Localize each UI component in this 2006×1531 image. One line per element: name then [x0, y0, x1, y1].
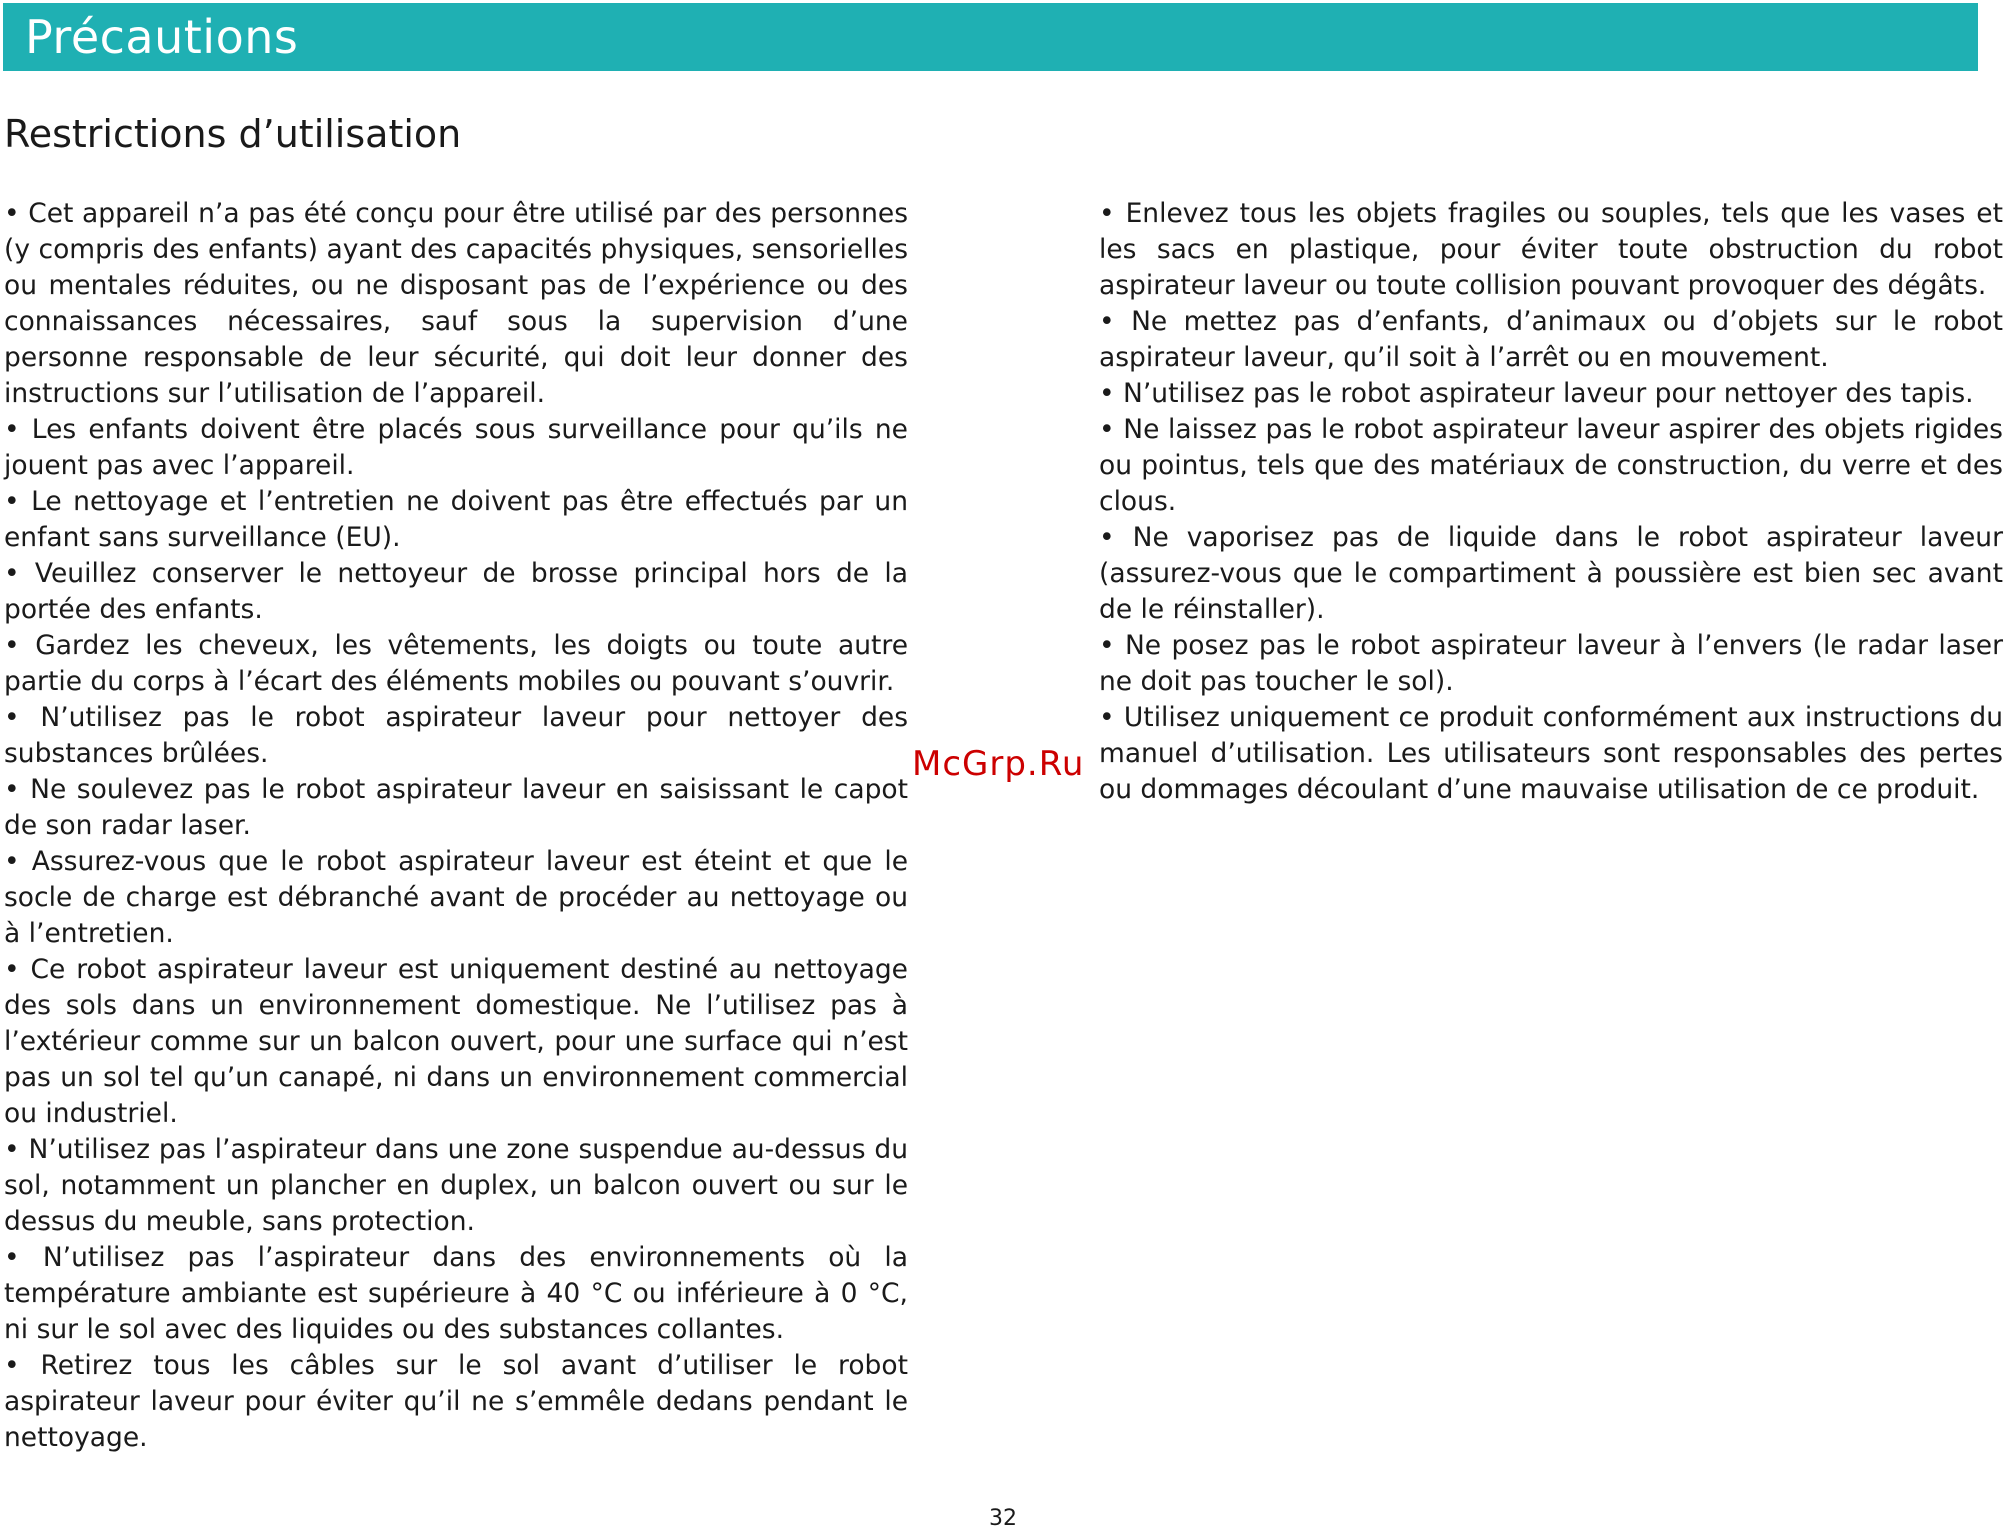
bullet-item: • N’utilisez pas le robot aspirateur laveur pour nettoyer des tapis.: [1099, 378, 1974, 409]
bullet-item: • Utilisez uniquement ce produit conformément aux instructions du manuel d’utilisation. Les utilisateurs sont responsables des pertes ou dommages découlant d’une mauvaise utilisation de ce produit.: [1099, 702, 2003, 805]
bullet-item: • Gardez les cheveux, les vêtements, les doigts ou toute autre partie du corps à l’écart des éléments mobiles ou pouvant s’ouvrir.: [4, 630, 908, 697]
bullet-item: • N’utilisez pas l’aspirateur dans une zone suspendue au-dessus du sol, notamment un plancher en duplex, un balcon ouvert ou sur le dessus du meuble, sans protection.: [4, 1134, 908, 1237]
bullet-item: • Ce robot aspirateur laveur est uniquement destiné au nettoyage des sols dans un environnement domestique. Ne l’utilisez pas à l’extérieur comme sur un balcon ouvert, pour une surface qui n’est pas un sol tel qu’un canapé, ni dans un environnement commercial ou industriel.: [4, 954, 908, 1129]
bullet-item: • Ne vaporisez pas de liquide dans le robot aspirateur laveur (assurez-vous que le compartiment à poussière est bien sec avant de le réinstaller).: [1099, 522, 2003, 625]
bullet-item: • Veuillez conserver le nettoyeur de brosse principal hors de la portée des enfants.: [4, 558, 908, 625]
bullet-item: • Assurez-vous que le robot aspirateur laveur est éteint et que le socle de charge est débranché avant de procéder au nettoyage ou à l’entretien.: [4, 846, 908, 949]
bullet-item: • N’utilisez pas l’aspirateur dans des environnements où la température ambiante est supérieure à 40 °C ou inférieure à 0 °C, ni sur le sol avec des liquides ou des substances collantes.: [4, 1242, 908, 1345]
page-number: 32: [989, 1506, 1017, 1531]
bullet-item: • Ne laissez pas le robot aspirateur laveur aspirer des objets rigides ou pointus, tels que des matériaux de construction, du verre et des clous.: [1099, 414, 2003, 517]
section-title: Restrictions d’utilisation: [4, 112, 462, 156]
bullet-item: • Enlevez tous les objets fragiles ou souples, tels que les vases et les sacs en plastique, pour éviter toute obstruction du robot aspirateur laveur ou toute collision pouvant provoquer des dégâts.: [1099, 198, 2003, 301]
bullet-item: • Ne mettez pas d’enfants, d’animaux ou d’objets sur le robot aspirateur laveur, qu’il soit à l’arrêt ou en mouvement.: [1099, 306, 2003, 373]
bullet-item: • Le nettoyage et l’entretien ne doivent pas être effectués par un enfant sans surveillance (EU).: [4, 486, 908, 553]
left-column: [4, 196, 908, 1456]
watermark: McGrp.Ru: [912, 744, 1085, 784]
right-column: [1099, 196, 2003, 808]
bullet-item: • Cet appareil n’a pas été conçu pour être utilisé par des personnes (y compris des enfants) ayant des capacités physiques, sensorielles ou mentales réduites, ou ne disposant pas de l’expérience ou des connaissances nécessaires, sauf sous la supervision d’une personne responsable de leur sécurité, qui doit leur donner des instructions sur l’utilisation de l’appareil.: [4, 198, 908, 409]
page-title: Précautions: [25, 10, 299, 64]
bullet-item: • N’utilisez pas le robot aspirateur laveur pour nettoyer des substances brûlées.: [4, 702, 908, 769]
bullet-item: • Ne soulevez pas le robot aspirateur laveur en saisissant le capot de son radar laser.: [4, 774, 908, 841]
header-bar: [3, 3, 1978, 71]
bullet-item: • Ne posez pas le robot aspirateur laveur à l’envers (le radar laser ne doit pas toucher le sol).: [1099, 630, 2003, 697]
bullet-item: • Retirez tous les câbles sur le sol avant d’utiliser le robot aspirateur laveur pour éviter qu’il ne s’emmêle dedans pendant le nettoyage.: [4, 1350, 908, 1453]
bullet-item: • Les enfants doivent être placés sous surveillance pour qu’ils ne jouent pas avec l’appareil.: [4, 414, 908, 481]
